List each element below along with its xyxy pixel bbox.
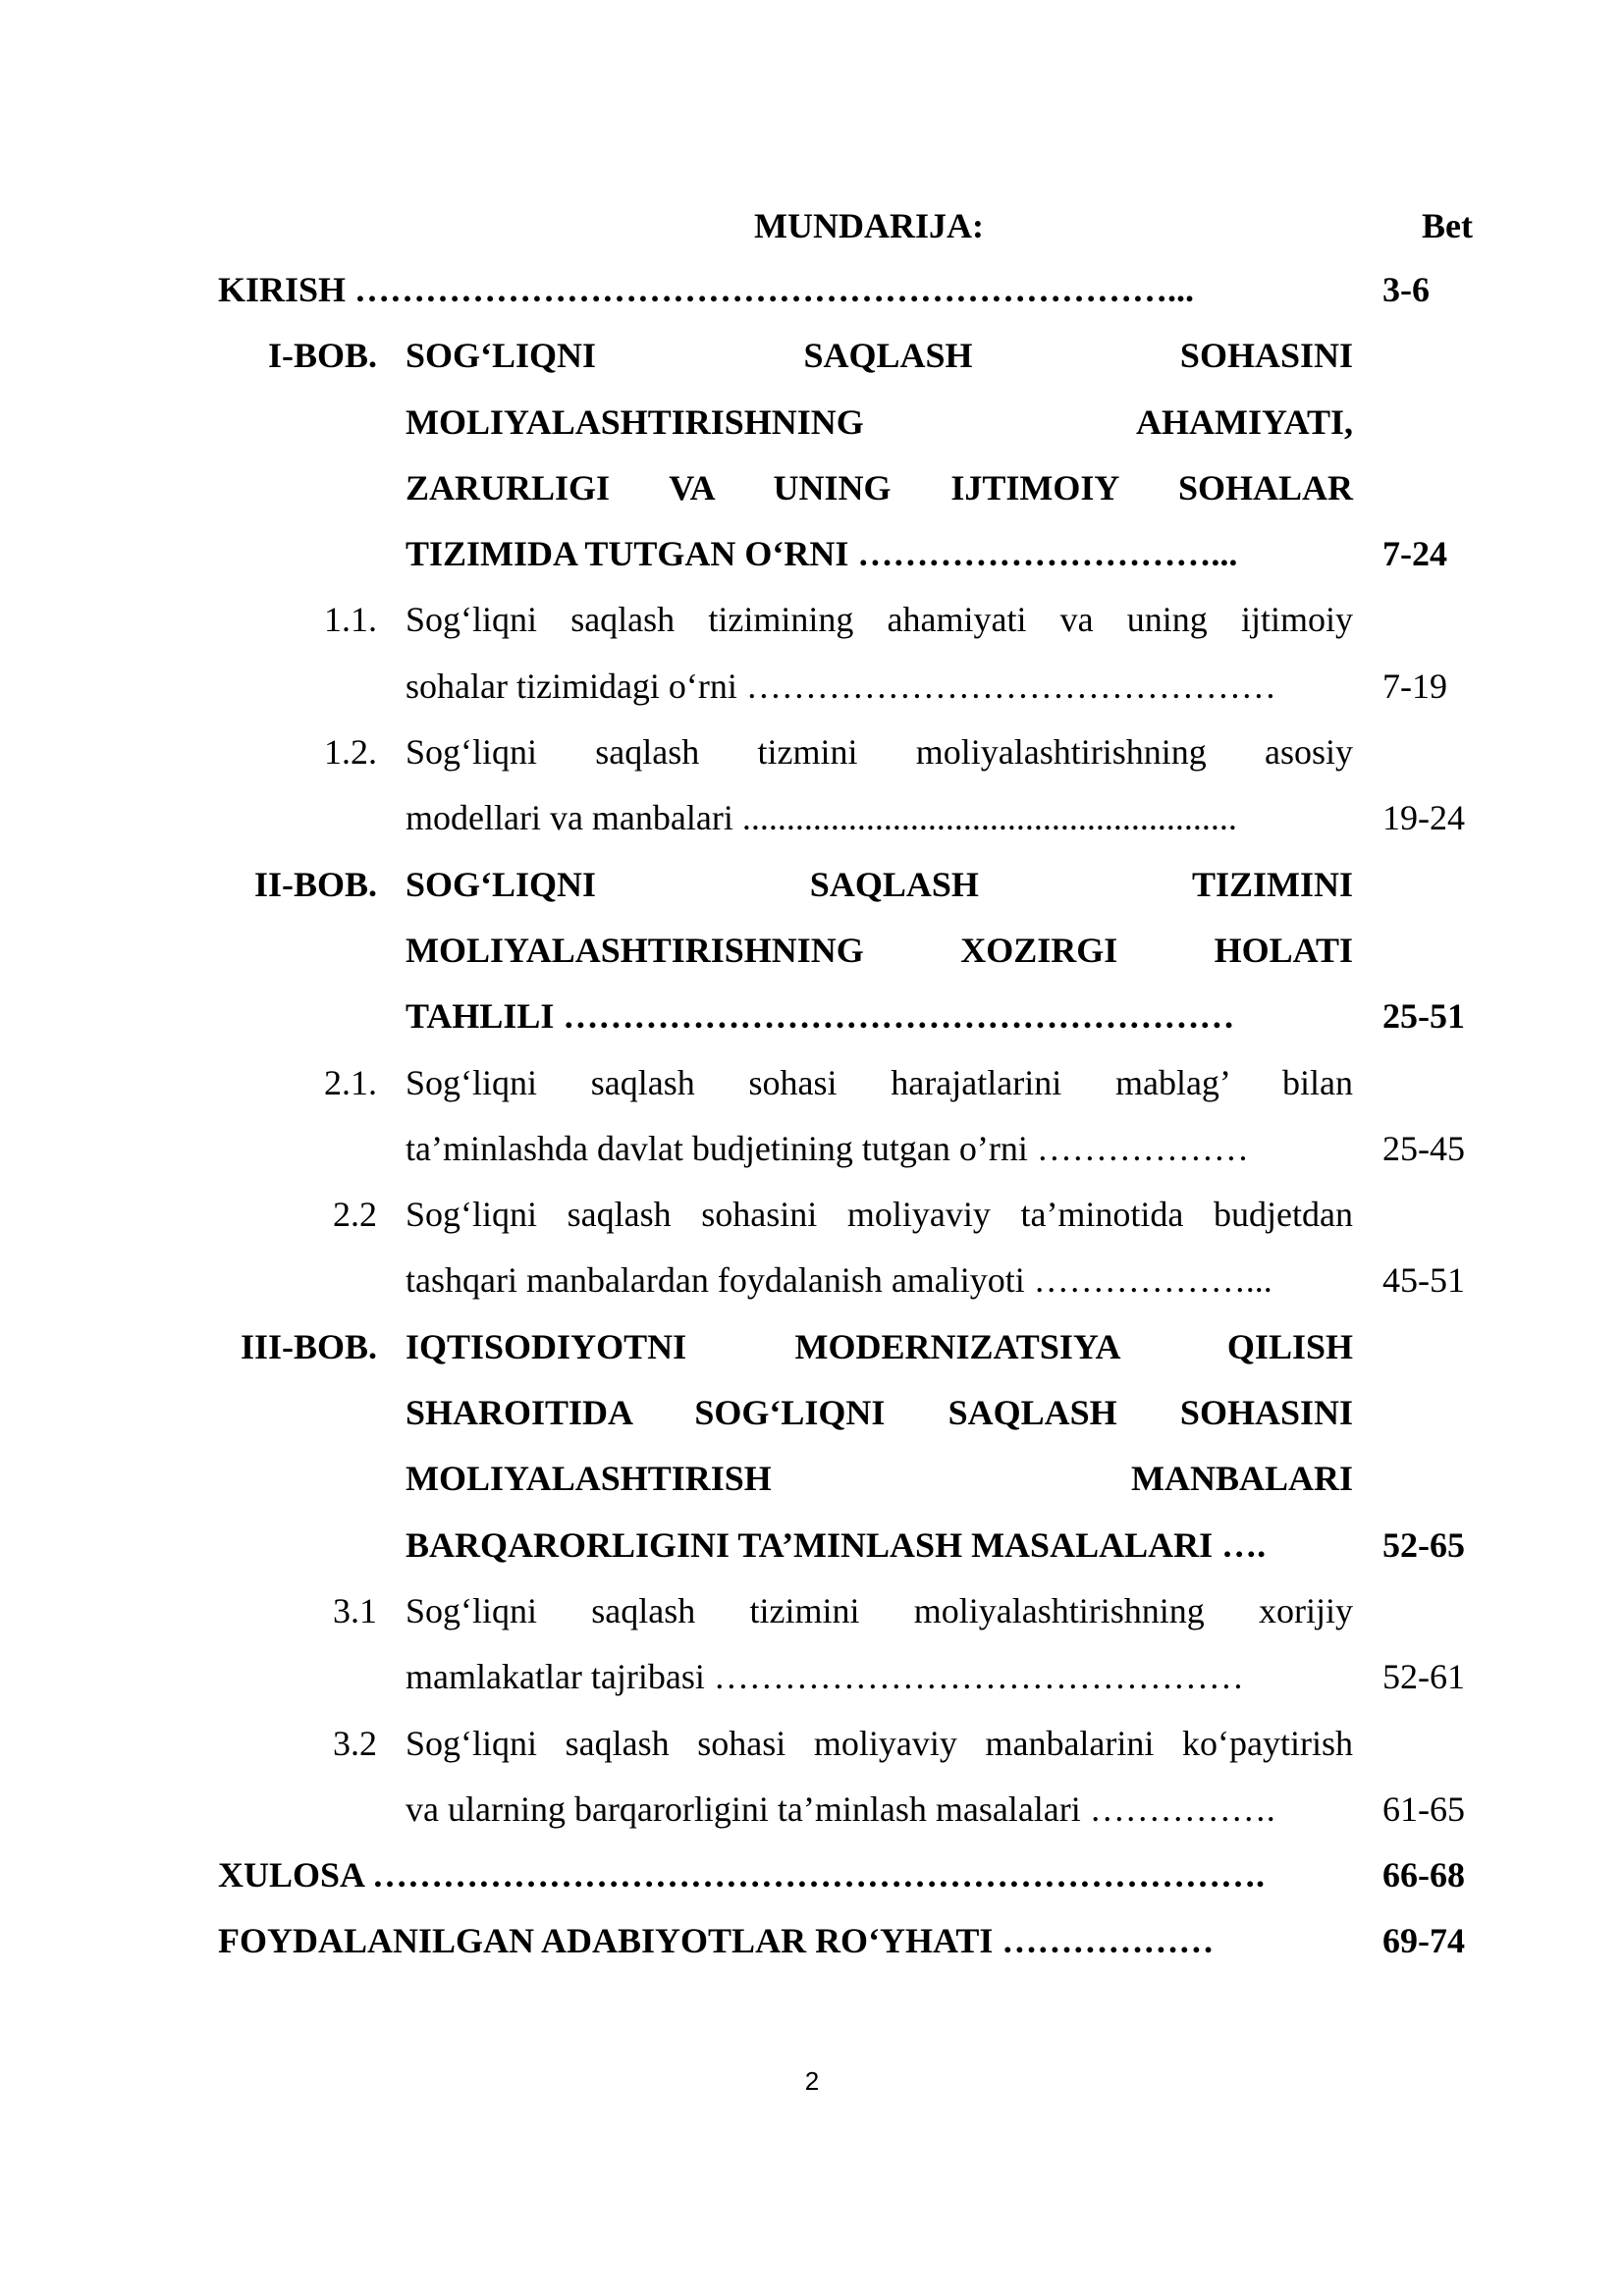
toc-entry-pages: 25-45 [1382,1128,1465,1168]
toc-entry-text: FOYDALANILGAN ADABIYOTLAR RO‘YHATI ……………… [218,1921,1215,1961]
toc-section-1-2-line [0,785,1624,851]
toc-entry-text: Sog‘liqni saqlash sohasi moliyaviy manbalarini ko‘paytirish [406,1723,1353,1763]
toc-entry-xulosa [0,1842,1624,1908]
toc-chapter-1-line [0,521,1624,587]
toc-entry-text: KIRISH ……………………………………………………………... [218,270,1195,309]
toc-section-2-2 [0,1182,1624,1248]
toc-header [0,196,1624,255]
toc-entry-bibliography [0,1908,1624,1974]
toc-entry-text: Sog‘liqni saqlash sohasini moliyaviy ta’minotida budjetdan [406,1195,1353,1235]
toc-section-1-1 [0,587,1624,653]
toc-section-number: 1.2. [324,732,377,773]
toc-entry-pages: 69-74 [1382,1921,1465,1961]
toc-chapter-1 [0,323,1624,389]
toc-entry-text: Sog‘liqni saqlash sohasi harajatlarini mablag’ bilan [406,1062,1353,1102]
toc-section-2-1 [0,1050,1624,1116]
toc-chapter-2 [0,852,1624,918]
toc-chapter-number: I-BOB. [267,336,377,376]
toc-entry-text: va ularning barqarorligini ta’minlash masalalari ……………. [406,1789,1275,1829]
toc-entry-pages: 66-68 [1382,1855,1465,1896]
toc-chapter-number: II-BOB. [253,864,377,904]
toc-section-number: 2.2 [333,1195,377,1235]
toc-section-number: 3.2 [333,1723,377,1763]
toc-section-1-1-line [0,654,1624,720]
page-title: MUNDARIJA: [754,206,984,245]
toc-chapter-1-line [0,390,1624,455]
toc-entry-text: TIZIMIDA TUTGAN O‘RNI …………………………... [406,534,1238,574]
toc-entry-kirish [0,257,1624,323]
toc-entry-text: SHAROITIDA SOG‘LIQNI SAQLASH SOHASINI [406,1393,1353,1433]
toc-entry-text: tashqari manbalardan foydalanish amaliyoti ………………... [406,1260,1272,1301]
toc-chapter-1-line [0,455,1624,521]
toc-section-number: 3.1 [333,1590,377,1630]
toc-chapter-2-line [0,984,1624,1049]
toc-entry-text: MOLIYALASHTIRISHNING AHAMIYATI, [406,401,1353,442]
toc-section-number: 2.1. [324,1062,377,1102]
toc-entry-text: MOLIYALASHTIRISH MANBALARI [406,1459,1353,1499]
toc-chapter-3-line [0,1446,1624,1512]
toc-entry-pages: 7-19 [1382,666,1447,706]
toc-entry-text: TAHLILI ………………………………………………… [406,996,1235,1037]
toc-entry-text: modellari va manbalari ........................................................ [406,798,1237,838]
toc-entry-text: XULOSA …………………………………………………………………. [218,1855,1266,1896]
toc-entry-text: Sog‘liqni saqlash tizimining ahamiyati va uning ijtimoiy [406,600,1353,640]
toc-entry-text: SOG‘LIQNI SAQLASH TIZIMINI [406,864,1353,904]
toc-entry-text: SOG‘LIQNI SAQLASH SOHASINI [406,336,1353,376]
page-column-label: Bet [1422,206,1473,245]
toc-entry-pages: 7-24 [1382,534,1447,574]
toc-section-number: 1.1. [324,600,377,640]
toc-section-2-1-line [0,1116,1624,1182]
toc-entry-pages: 61-65 [1382,1789,1465,1829]
toc-entry-pages: 25-51 [1382,996,1465,1037]
toc-chapter-number: III-BOB. [240,1326,377,1366]
toc-section-3-1-line [0,1644,1624,1710]
toc-chapter-3 [0,1314,1624,1380]
toc-entry-pages: 19-24 [1382,798,1465,838]
toc-section-3-2-line [0,1777,1624,1842]
toc-entry-text: BARQARORLIGINI TA’MINLASH MASALALARI …. [406,1524,1267,1565]
toc-section-3-2 [0,1711,1624,1777]
toc-entry-pages: 52-61 [1382,1657,1465,1697]
toc-entry-pages: 45-51 [1382,1260,1465,1301]
toc-entry-text: Sog‘liqni saqlash tizimini moliyalashtirishning xorijiy [406,1590,1353,1630]
toc-entry-text: ta’minlashda davlat budjetining tutgan o’rni ……………… [406,1128,1249,1168]
toc-chapter-3-line [0,1380,1624,1446]
toc-entry-text: MOLIYALASHTIRISHNING XOZIRGI HOLATI [406,930,1353,970]
toc-section-1-2 [0,720,1624,785]
page-number: 2 [804,2066,820,2096]
toc-chapter-2-line [0,918,1624,984]
toc-entry-text: mamlakatlar tajribasi ……………………………………… [406,1657,1244,1697]
toc-section-2-2-line [0,1248,1624,1313]
toc-entry-pages: 52-65 [1382,1524,1465,1565]
toc-chapter-3-line [0,1513,1624,1578]
toc-entry-text: Sog‘liqni saqlash tizmini moliyalashtirishning asosiy [406,732,1353,773]
toc-entry-text: sohalar tizimidagi o‘rni ……………………………………… [406,666,1276,706]
toc-section-3-1 [0,1578,1624,1644]
toc-entry-pages: 3-6 [1382,270,1430,309]
table-of-contents [0,257,1624,1975]
toc-entry-text: IQTISODIYOTNI MODERNIZATSIYA QILISH [406,1326,1353,1366]
toc-entry-text: ZARURLIGI VA UNING IJTIMOIY SOHALAR [406,467,1353,507]
